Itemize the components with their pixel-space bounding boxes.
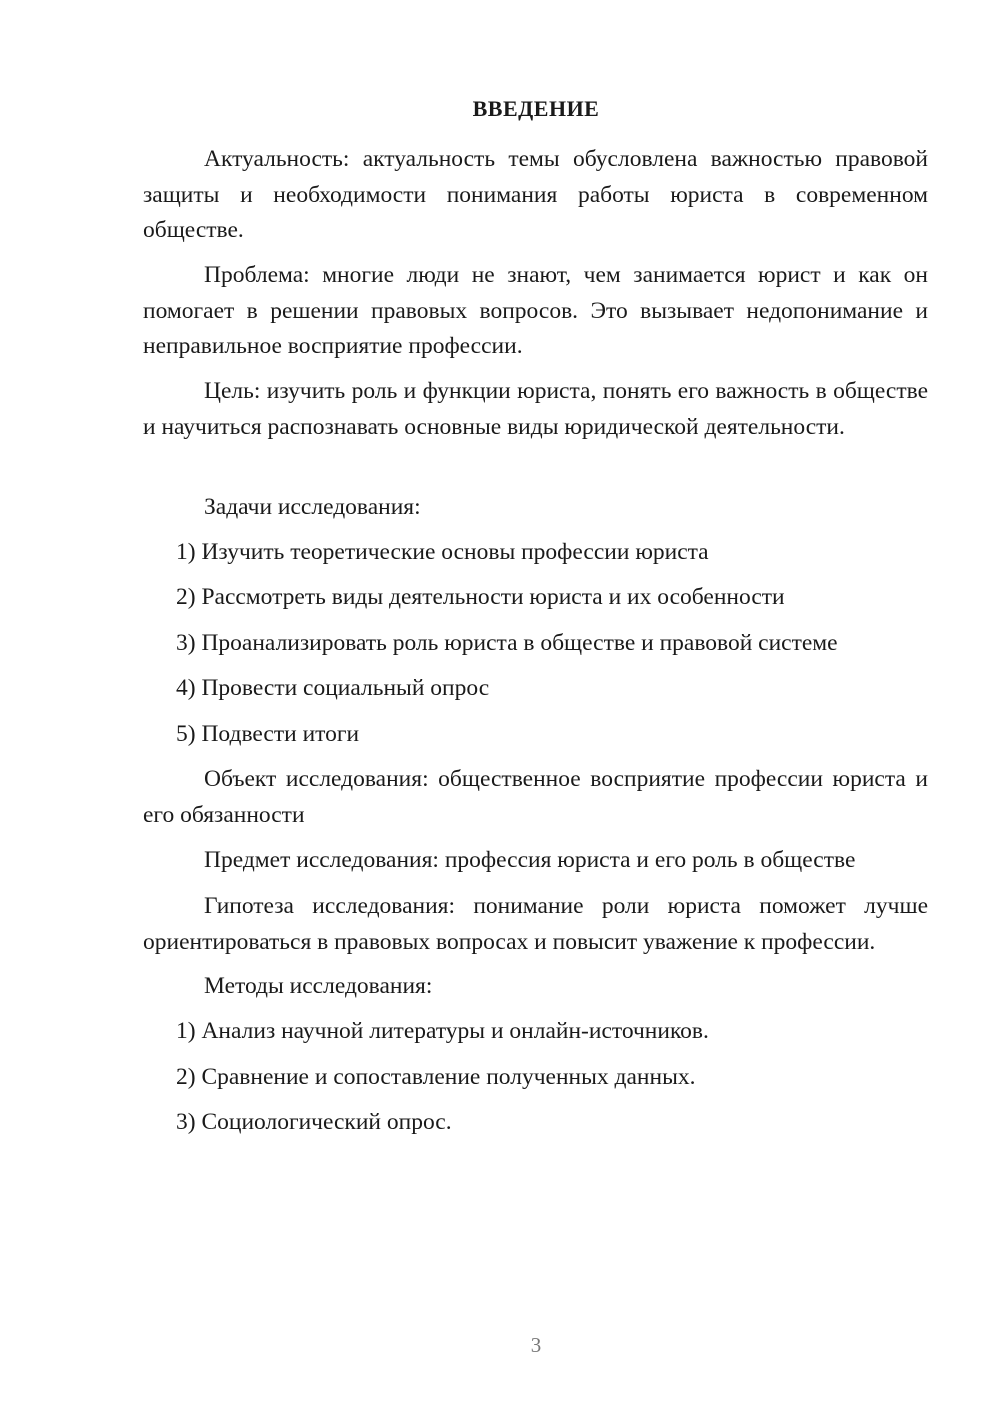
problem-paragraph: Проблема: многие люди не знают, чем занимается юрист и как он помогает в решении правовых вопросов. Это вызывает недопонимание и неправильное восприятие профессии. <box>143 262 928 359</box>
task-item: 5) Подвести итоги <box>176 721 360 747</box>
page-number: 3 <box>530 1333 542 1357</box>
subject-paragraph: Предмет исследования: профессия юриста и его роль в обществе <box>204 847 856 873</box>
task-item: 2) Рассмотреть виды деятельности юриста и их особенности <box>176 584 785 610</box>
task-item: 3) Проанализировать роль юриста в обществе и правовой системе <box>176 630 838 656</box>
method-item: 1) Анализ научной литературы и онлайн-источников. <box>176 1018 709 1044</box>
methods-heading: Методы исследования: <box>204 973 433 999</box>
goal-paragraph: Цель: изучить роль и функции юриста, понять его важность в обществе и научиться распознавать основные виды юридической деятельности. <box>143 378 928 440</box>
tasks-heading: Задачи исследования: <box>204 494 421 520</box>
hypothesis-paragraph: Гипотеза исследования: понимание роли юриста поможет лучше ориентироваться в правовых вопросах и повысит уважение к профессии. <box>143 893 928 955</box>
method-item: 3) Социологический опрос. <box>176 1109 452 1135</box>
relevance-paragraph: Актуальность: актуальность темы обусловлена важностью правовой защиты и необходимости понимания работы юриста в современном обществе. <box>143 146 928 243</box>
section-title: ВВЕДЕНИЕ <box>472 96 600 121</box>
method-item: 2) Сравнение и сопоставление полученных данных. <box>176 1064 696 1090</box>
task-item: 1) Изучить теоретические основы профессии юриста <box>176 539 709 565</box>
task-item: 4) Провести социальный опрос <box>176 675 490 701</box>
object-paragraph: Объект исследования: общественное восприятие профессии юриста и его обязанности <box>143 766 928 828</box>
